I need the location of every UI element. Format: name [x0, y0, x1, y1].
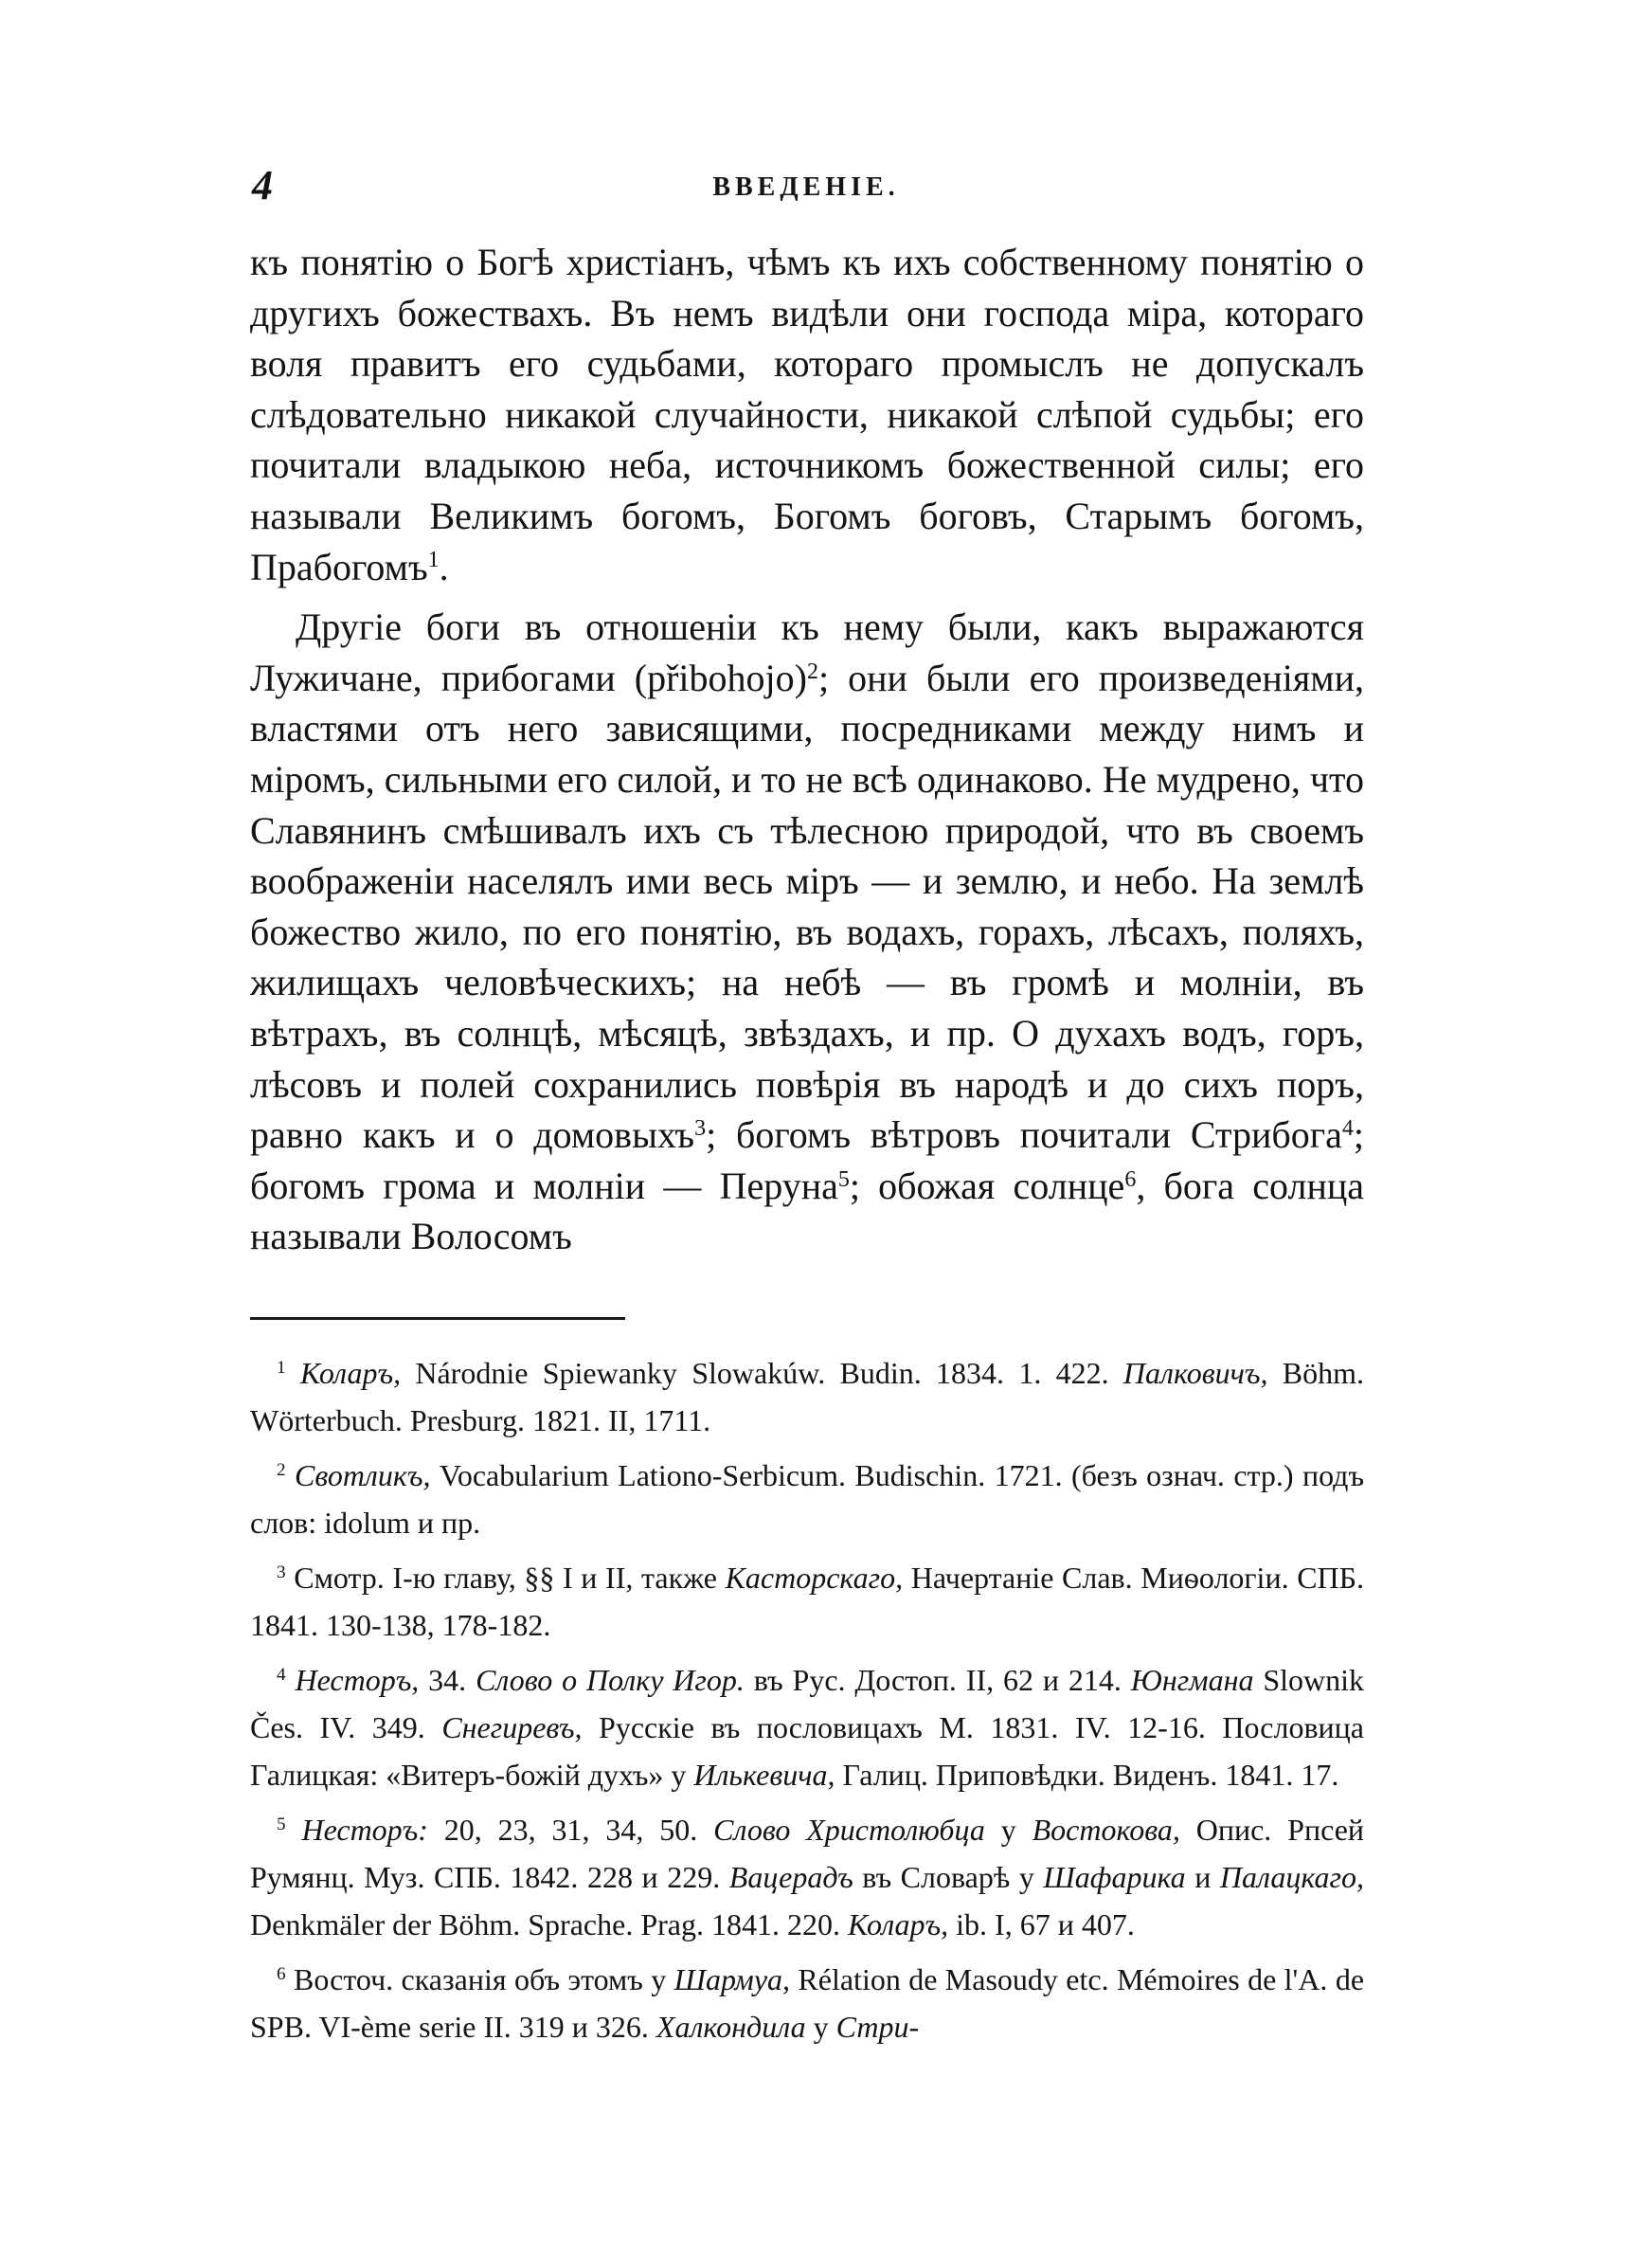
footnote-mark: 5	[277, 1815, 286, 1835]
text-run: Несторъ,	[295, 1663, 420, 1697]
footnote-ref-1: 1	[427, 548, 440, 573]
paragraph	[250, 602, 1364, 1262]
text-run: Коларъ,	[299, 1356, 402, 1390]
text-run: Свотликъ,	[295, 1458, 431, 1492]
text-run: Опис. Рпсей Румянц. Муз. СПБ. 1842. 228 и 229.	[250, 1813, 1365, 1894]
text-run: ib. I, 67 и 407.	[948, 1907, 1135, 1941]
footnote-3	[250, 1554, 1364, 1649]
page-number: 4	[252, 162, 273, 208]
text-run: ; обожая солнце	[849, 1164, 1125, 1207]
footnote-ref-3: 3	[694, 1115, 707, 1141]
text-run: Илькевича,	[693, 1758, 835, 1792]
text-run: Снегиревъ,	[441, 1710, 583, 1744]
footnote-mark: 1	[277, 1358, 286, 1379]
text-run: Denkmäler der Böhm. Sprache. Prag. 1841. 220.	[250, 1907, 848, 1941]
text-run: Böhm. Wörterbuch. Presburg. 1821. II, 1711.	[250, 1356, 1365, 1437]
text-run: въ Рус. Достоп. II, 62 и 214.	[744, 1663, 1131, 1697]
footnote-1	[250, 1349, 1364, 1444]
footnote-ref-6: 6	[1124, 1166, 1137, 1192]
text-run: и	[1185, 1860, 1220, 1894]
text-run: ; богомъ грома и молніи — Перуна	[250, 1113, 1364, 1207]
text-run: Rélation de Masoudy etc. Mémoires de l'A. de SPB. VI-ème serie II. 319 и 326.	[250, 1962, 1365, 2044]
footnote-4	[250, 1656, 1364, 1798]
text-run: Восточ. сказанія объ этомъ у	[293, 1962, 674, 1996]
footnote-5	[250, 1806, 1364, 1948]
footnote-mark: 4	[277, 1665, 286, 1686]
text-run: Слово о Полку Игор.	[476, 1663, 745, 1697]
footnote-mark: 6	[277, 1964, 286, 1985]
text-run: Шармуа,	[673, 1962, 791, 1996]
footnotes	[250, 1349, 1364, 2058]
running-title: ВВЕДЕНІЕ.	[712, 172, 900, 202]
text-run: Палковичъ,	[1122, 1356, 1268, 1390]
text-run: къ понятію о Богѣ христіанъ, чѣмъ къ ихъ собственному понятію о другихъ божествахъ. Въ немъ видѣли они господа міра, котораго воля правитъ его судьбами, котораго промыслъ не допускалъ слѣдовательно никакой случайности, никакой слѣпой судьбы; его почитали владыкою неба, источникомъ божественной силы; его называли Великимъ богомъ, Богомъ боговъ, Старымъ богомъ, Прабогомъ	[250, 241, 1364, 588]
text-run: ; богомъ вѣтровъ почитали Стрибога	[706, 1113, 1342, 1157]
text-run: Несторъ:	[301, 1813, 428, 1847]
text-run: Коларъ,	[847, 1907, 949, 1941]
footnote-divider	[250, 1317, 625, 1320]
text-run: Галиц. Приповѣдки. Виденъ. 1841. 17.	[835, 1758, 1339, 1792]
text-run: у	[984, 1813, 1032, 1847]
text-run: Vocabularium Lationo-Serbicum. Budischin. 1721. (безъ означ. стр.) подъ слов: idolum и пр.	[250, 1458, 1365, 1540]
text-run: Шафарика	[1043, 1860, 1186, 1894]
main-text	[250, 237, 1364, 1262]
footnote-ref-2: 2	[806, 659, 818, 684]
text-run: Слово Христолюбца	[713, 1813, 985, 1847]
text-run: Начертаніе Слав. Миѳологіи. СПБ. 1841. 130-138, 178-182.	[250, 1561, 1365, 1642]
text-run: Другіе боги въ отношеніи къ нему были, какъ выражаются Лужичане, прибогами (přibohojo)	[250, 605, 1364, 699]
text-run: Касторскаго,	[725, 1561, 904, 1595]
text-run: Вацерадъ	[728, 1860, 853, 1894]
text-run: Палацкаго,	[1219, 1860, 1365, 1894]
footnote-mark: 3	[277, 1562, 286, 1583]
footnote-ref-4: 4	[1341, 1115, 1354, 1141]
paragraph-continued	[250, 237, 1364, 592]
text-run: , бога солнца называли Волосомъ	[250, 1164, 1365, 1258]
text-run: Смотр. I-ю главу, §§ I и II, также	[294, 1561, 726, 1595]
text-run: Востокова,	[1032, 1813, 1180, 1847]
footnote-2	[250, 1452, 1364, 1546]
text-run: .	[439, 545, 449, 588]
text-run: въ Словарѣ у	[853, 1860, 1044, 1894]
text-run: у	[805, 2010, 836, 2044]
text-run: Юнгмана	[1130, 1663, 1254, 1697]
text-run: Русскіе въ пословицахъ М. 1831. IV. 12-16. Пословица Галицкая: «Витеръ-божій духъ» у	[250, 1710, 1365, 1792]
text-run: Národnie Spiewanky Slowakúw. Budin. 1834. 1. 422.	[401, 1356, 1123, 1390]
footnote-ref-5: 5	[837, 1166, 850, 1192]
text-run: ; они были его произведеніями, властями отъ него зависящими, посредниками между нимъ и міромъ, сильными его силой, и то не всѣ одинаково. Не мудрено, что Славянинъ смѣшивалъ ихъ съ тѣлесною природой, что въ своемъ воображеніи населялъ ими весь міръ — и землю, и небо. На землѣ божество жило, по его понятію, въ водахъ, горахъ, лѣсахъ, поляхъ, жилищахъ человѣческихъ; на небѣ — въ громѣ и молніи, въ вѣтрахъ, въ солнцѣ, мѣсяцѣ, звѣздахъ, и пр. О духахъ водъ, горъ, лѣсовъ и полей сохранились повѣрія въ народѣ и до сихъ поръ, равно какъ и о домовыхъ	[250, 656, 1364, 1157]
footnote-6	[250, 1956, 1364, 2050]
text-run: Slownik Čes. IV. 349.	[250, 1663, 1365, 1744]
text-run: 20, 23, 31, 34, 50.	[427, 1813, 714, 1847]
running-head	[248, 159, 1364, 216]
footnote-mark: 2	[277, 1460, 286, 1481]
text-run: Халкондила	[655, 2010, 806, 2044]
text-run: Стри-	[835, 2010, 920, 2044]
text-run: 34.	[419, 1663, 476, 1697]
